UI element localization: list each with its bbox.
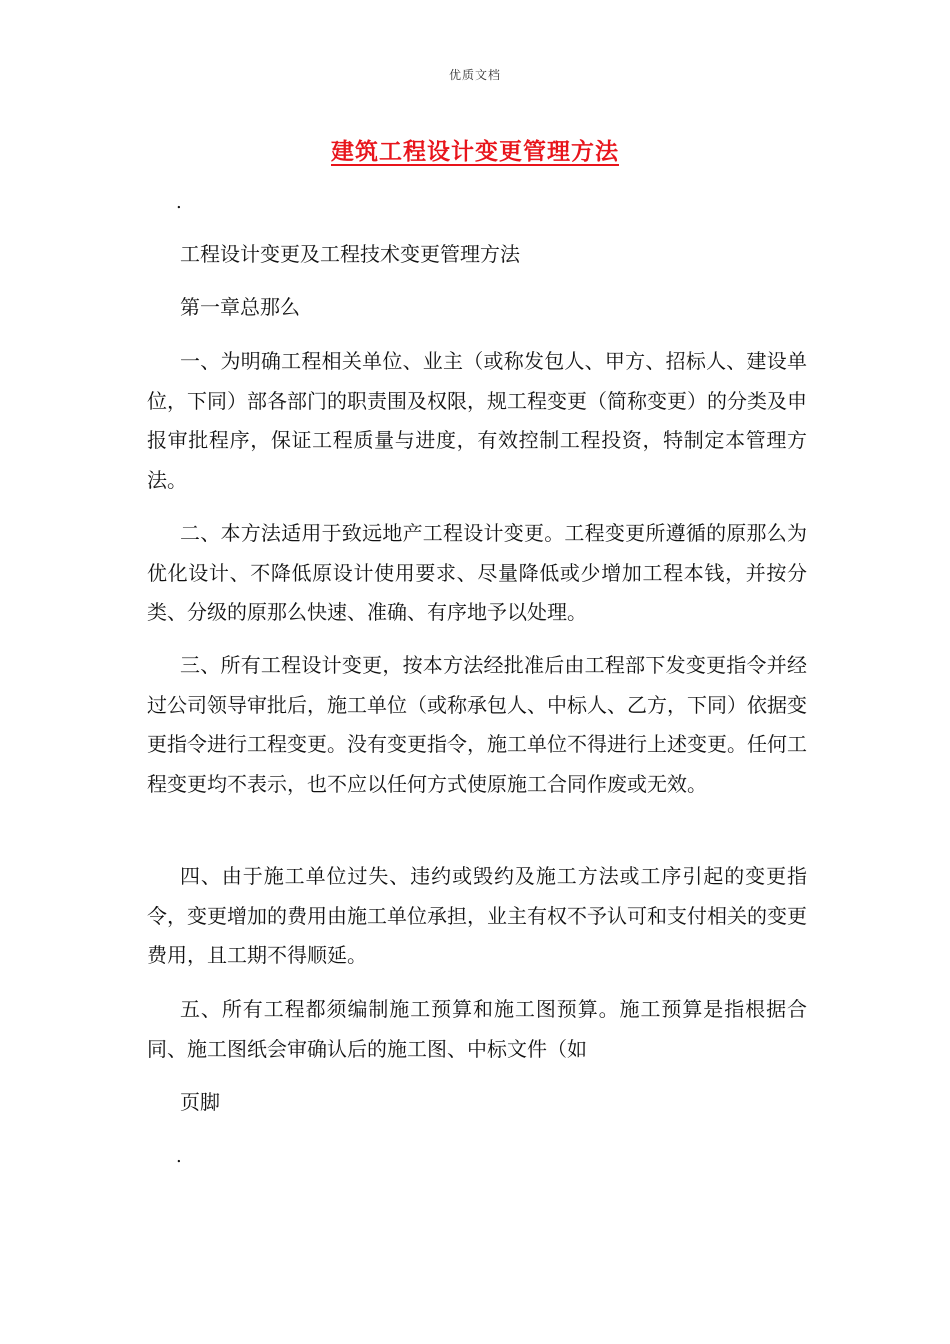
paragraph-5: 五、所有工程都须编制施工预算和施工图预算。施工预算是指根据合同、施工图纸会审确认后的施工图、中标文件（如 [147,997,807,1061]
document-subtitle: 工程设计变更及工程技术变更管理方法 [180,242,520,266]
paragraph-2: 二、本方法适用于致远地产工程设计变更。工程变更所遵循的原那么为优化设计、不降低原设计使用要求、尽量降低或少增加工程本钱，并按分类、分级的原那么快速、准确、有序地予以处理。 [147,521,807,624]
chapter-heading: 第一章总那么 [180,295,300,319]
paragraph-4: 四、由于施工单位过失、违约或毁约及施工方法或工序引起的变更指令，变更增加的费用由施工单位承担，业主有权不予认可和支付相关的变更费用，且工期不得顺延。 [147,864,807,967]
bottom-dot: . [176,1146,182,1167]
page-header: 优质文档 [448,68,501,82]
footer-label: 页脚 [180,1090,220,1114]
paragraph-3: 三、所有工程设计变更，按本方法经批准后由工程部下发变更指令并经过公司领导审批后，施工单位（或称承包人、中标人、乙方，下同）依据变更指令进行工程变更。没有变更指令，施工单位不得进行上述变更。任何工程变更均不表示，也不应以任何方式使原施工合同作废或无效。 [147,653,807,796]
paragraph-1: 一、为明确工程相关单位、业主（或称发包人、甲方、招标人、建设单位，下同）部各部门的职责围及权限，规工程变更（简称变更）的分类及申报审批程序，保证工程质量与进度，有效控制工程投资，特制定本管理方法。 [147,349,807,492]
top-dot: . [176,192,182,213]
document-title: 建筑工程设计变更管理方法 [331,138,619,165]
